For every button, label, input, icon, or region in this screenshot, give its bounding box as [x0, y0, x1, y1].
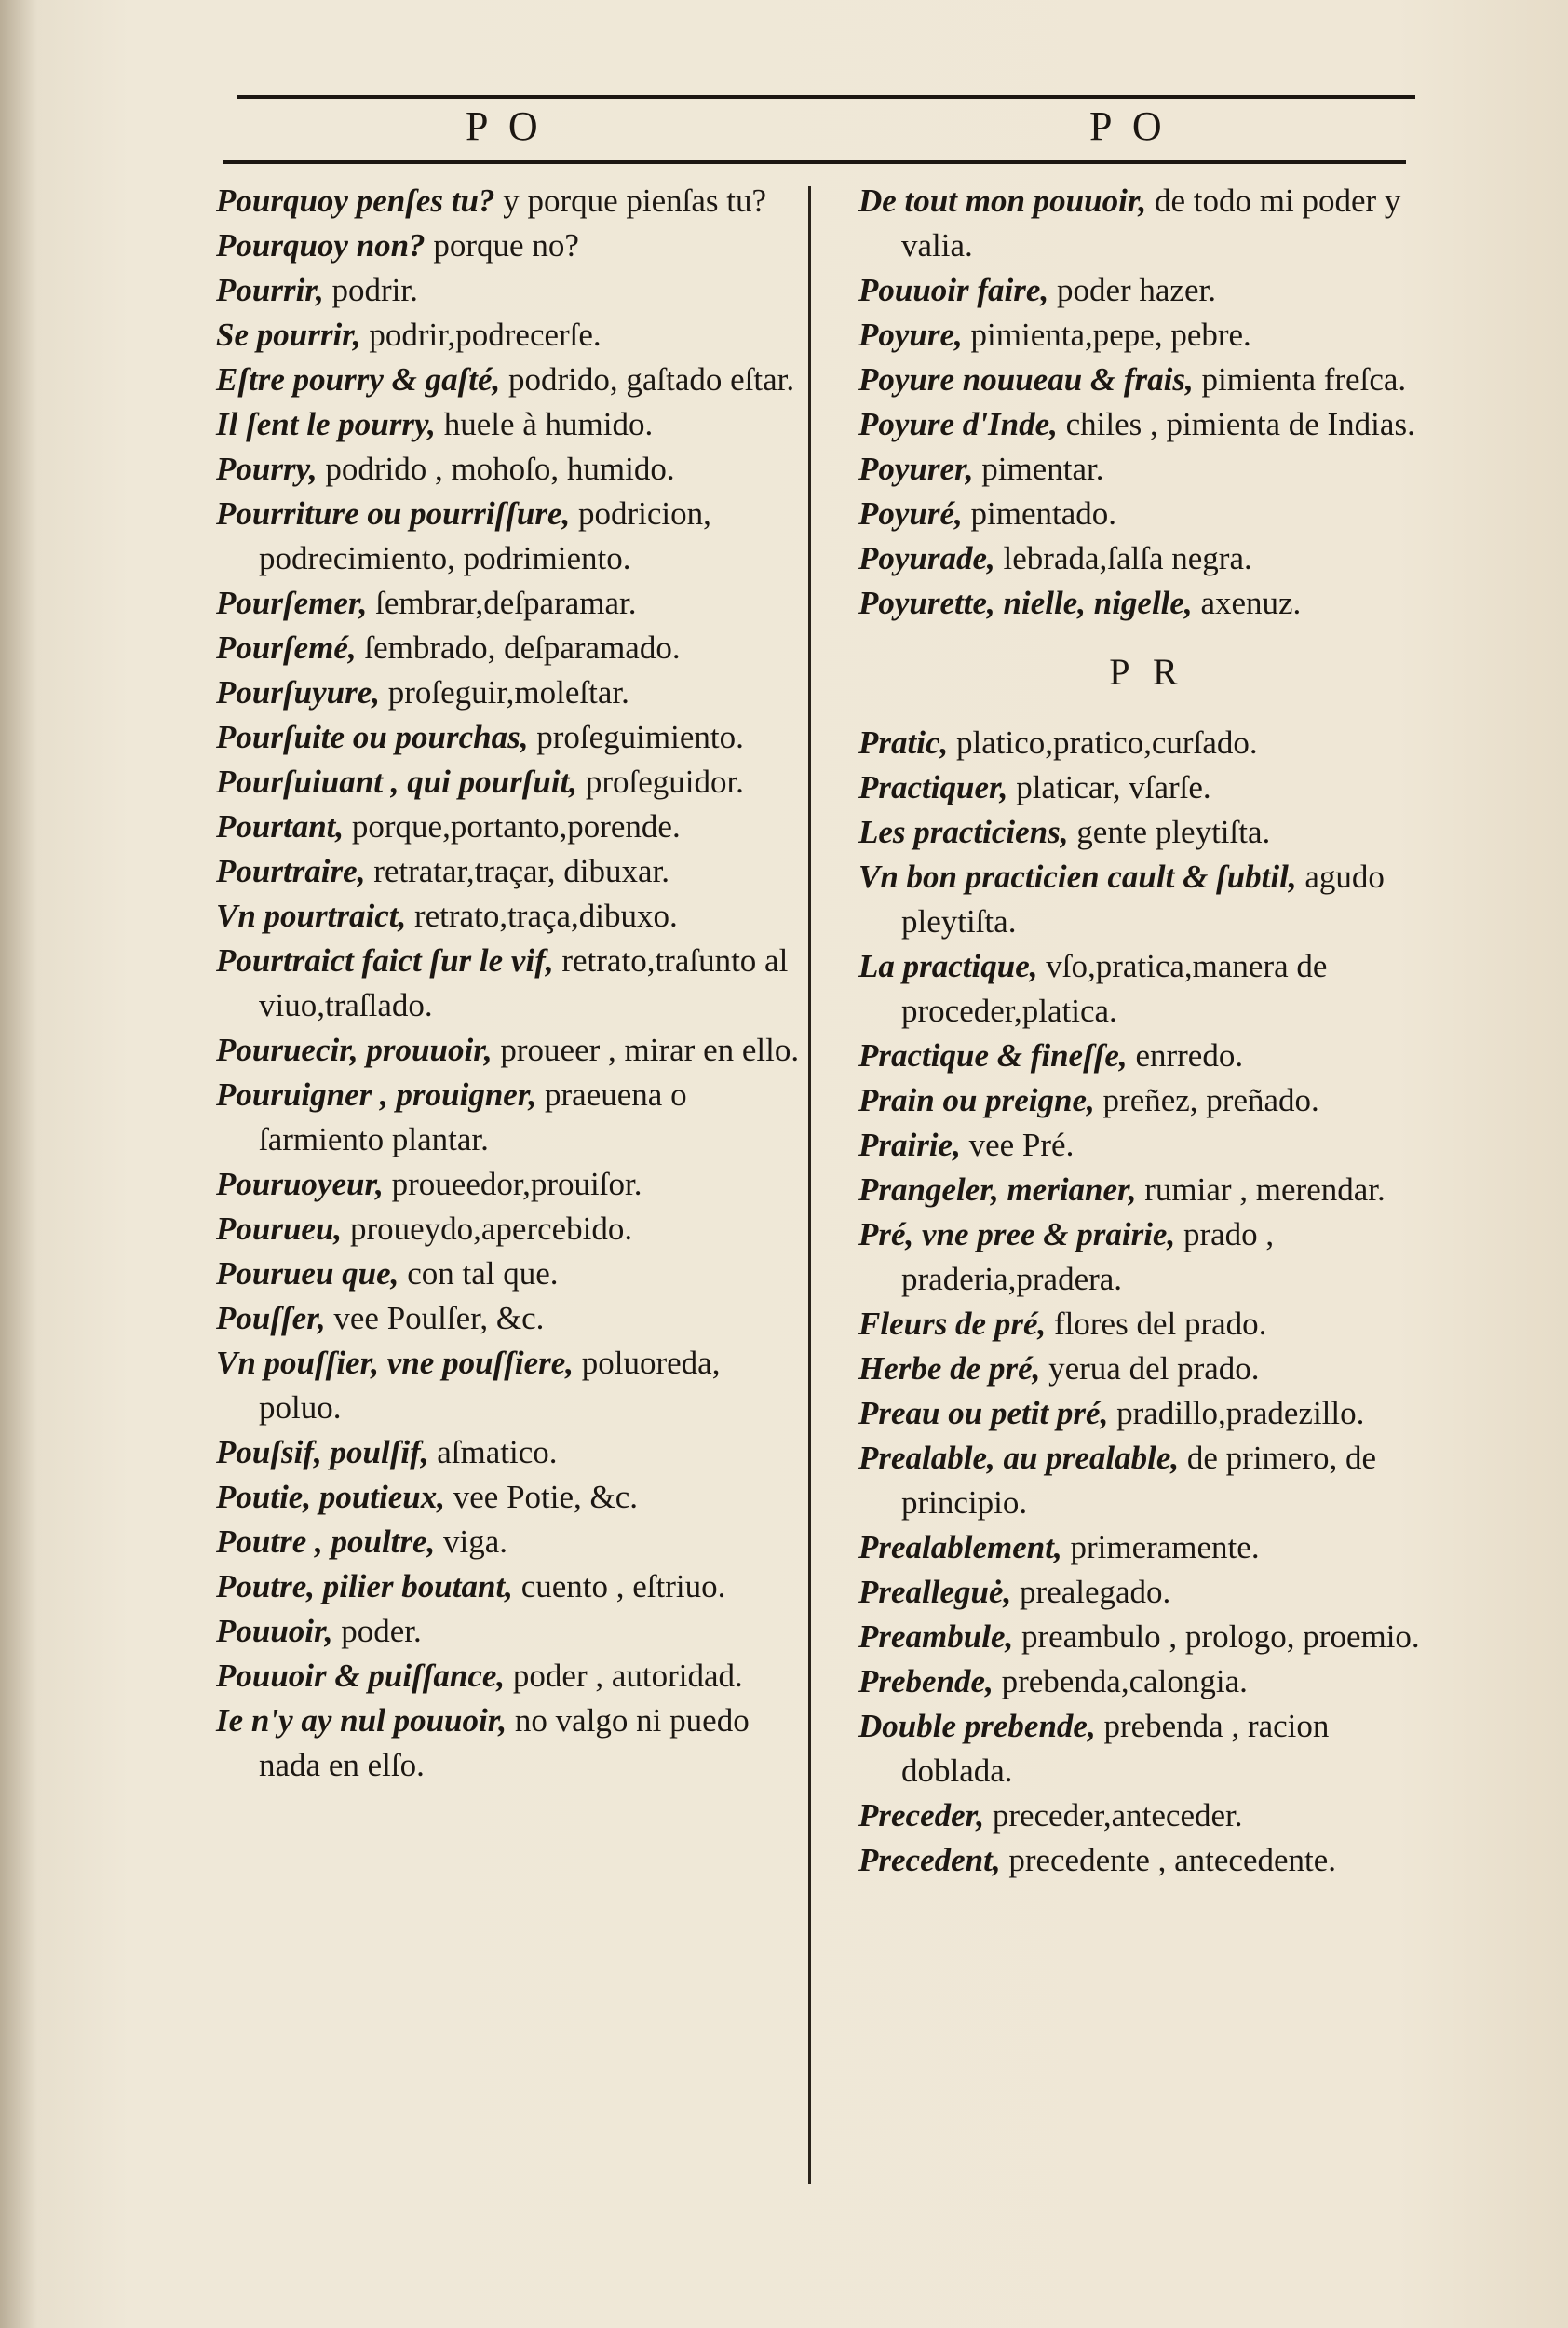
entry-headword: Prain ou preigne, — [858, 1082, 1095, 1118]
dictionary-entry — [216, 581, 803, 626]
entry-definition: ſembrar,deſparamar. — [367, 585, 637, 621]
entry-headword: Poyuré, — [858, 495, 963, 532]
entry-headword: Pouſſer, — [216, 1300, 326, 1336]
entry-definition: porque no? — [425, 227, 579, 264]
dictionary-entry — [216, 179, 803, 223]
entry-definition: aſmatico. — [428, 1434, 558, 1470]
entry-headword: Pourſuite ou pourchas, — [216, 719, 529, 755]
entry-definition: lebrada,ſalſa negra. — [994, 540, 1252, 576]
dictionary-entry — [216, 1520, 803, 1564]
entry-headword: Pré, vne pree & prairie, — [858, 1216, 1176, 1252]
entry-headword: Prealable, au prealable, — [858, 1440, 1180, 1476]
entry-headword: Pourriture ou pourriſſure, — [216, 495, 571, 532]
entry-definition: proſeguir,moleſtar. — [380, 674, 629, 711]
entry-headword: Il ſent le pourry, — [216, 406, 436, 442]
dictionary-entry — [216, 1564, 803, 1609]
dictionary-entry — [858, 721, 1436, 765]
entry-headword: Eſtre pourry & gaſté, — [216, 361, 501, 398]
dictionary-entry — [858, 1034, 1436, 1078]
entry-headword: Prealablement, — [858, 1529, 1062, 1565]
entry-definition: podrir,podrecerſe. — [360, 317, 602, 353]
dictionary-entry — [216, 849, 803, 894]
entry-definition: retrato,traſunto al viuo,traſlado. — [259, 942, 789, 1023]
entry-headword: Prairie, — [858, 1127, 961, 1163]
entry-headword: Ie n'y ay nul pouuoir, — [216, 1702, 507, 1739]
dictionary-entry — [858, 179, 1436, 268]
dictionary-entry — [216, 715, 803, 760]
entry-headword: Pouruecir, prouuoir, — [216, 1032, 493, 1068]
dictionary-entry — [858, 765, 1436, 810]
dictionary-entry — [216, 670, 803, 715]
entry-definition: proſeguidor. — [577, 764, 744, 800]
entry-headword: Pourueu que, — [216, 1255, 399, 1292]
entry-definition: podrido , mohoſo, humido. — [317, 451, 675, 487]
entry-definition: huele à humido. — [435, 406, 654, 442]
dictionary-entry — [216, 805, 803, 849]
entry-headword: Pouruigner , prouigner, — [216, 1076, 537, 1113]
dictionary-entry — [216, 1609, 803, 1654]
entry-headword: Pouuoir & puiſſance, — [216, 1658, 506, 1694]
dictionary-entry — [858, 855, 1436, 944]
dictionary-entry — [216, 1073, 803, 1162]
entry-headword: Pourtraire, — [216, 853, 366, 889]
dictionary-entry — [858, 1078, 1436, 1123]
dictionary-entry — [858, 1838, 1436, 1883]
entry-definition: prebenda , racion doblada. — [901, 1708, 1330, 1789]
entry-definition: proueer , mirar en ello. — [492, 1032, 800, 1068]
dictionary-entry — [858, 1659, 1436, 1704]
entry-definition: con tal que. — [399, 1255, 559, 1292]
entry-definition: poder. — [332, 1613, 422, 1649]
entry-headword: Preau ou petit pré, — [858, 1395, 1109, 1431]
entry-headword: Pratic, — [858, 724, 949, 761]
entry-definition: proueedor,prouiſor. — [383, 1166, 642, 1202]
entry-headword: Double prebende, — [858, 1708, 1096, 1744]
running-head-left: P O — [466, 103, 544, 149]
entry-headword: Pourtant, — [216, 808, 345, 845]
entry-headword: Fleurs de pré, — [858, 1306, 1047, 1342]
entry-headword: Pouruoyeur, — [216, 1166, 384, 1202]
entry-definition: podrir. — [323, 272, 418, 308]
dictionary-entry — [858, 1123, 1436, 1168]
dictionary-entry — [858, 581, 1436, 626]
entry-headword: Vn bon practicien cault & ſubtil, — [858, 859, 1297, 895]
entry-headword: Se pourrir, — [216, 317, 361, 353]
entry-headword: Vn pouſſier, vne pouſſiere, — [216, 1345, 574, 1381]
dictionary-entry — [858, 1347, 1436, 1391]
dictionary-entry — [858, 944, 1436, 1034]
entry-definition: porque,portanto,porende. — [344, 808, 681, 845]
dictionary-entry — [858, 268, 1436, 313]
entry-definition: prealegado. — [1011, 1574, 1171, 1610]
entry-definition: chiles , pimienta de Indias. — [1057, 406, 1415, 442]
entry-definition: gente pleytiſta. — [1068, 814, 1271, 850]
header-rule-top — [237, 95, 1415, 99]
entry-headword: Poutie, poutieux, — [216, 1479, 445, 1515]
entry-headword: Pourtraict faict ſur le vif, — [216, 942, 554, 979]
column-divider — [808, 186, 811, 2184]
dictionary-entry — [858, 1302, 1436, 1347]
dictionary-entry — [858, 1793, 1436, 1838]
entry-definition: pimentado. — [962, 495, 1117, 532]
dictionary-entry — [216, 1699, 803, 1788]
entry-headword: Pourſemer, — [216, 585, 368, 621]
entry-headword: Precedent, — [858, 1842, 1001, 1878]
entry-definition: vee Poulſer, &c. — [325, 1300, 545, 1336]
entry-headword: Pourſuyure, — [216, 674, 380, 711]
entry-definition: de todo mi poder y valia. — [901, 183, 1401, 264]
dictionary-entry — [216, 1162, 803, 1207]
entry-definition: preambulo , prologo, proemio. — [1013, 1618, 1420, 1655]
entry-headword: Pourquoy penſes tu? — [216, 183, 495, 219]
dictionary-entry — [216, 939, 803, 1028]
dictionary-entry — [216, 402, 803, 447]
entry-headword: Pourueu, — [216, 1211, 343, 1247]
entry-definition: pimentar. — [973, 451, 1104, 487]
dictionary-entry — [216, 358, 803, 402]
header-rule-bottom — [223, 160, 1406, 164]
entry-definition: poder , autoridad. — [505, 1658, 743, 1694]
entry-definition: vee Pré. — [960, 1127, 1075, 1163]
entry-definition: preñez, preñado. — [1094, 1082, 1319, 1118]
entry-definition: preceder,anteceder. — [984, 1797, 1243, 1834]
right-column-top-entries — [858, 179, 1436, 626]
entry-headword: Poyurette, nielle, nigelle, — [858, 585, 1193, 621]
dictionary-entry — [216, 447, 803, 492]
entry-definition: prebenda,calongia. — [993, 1663, 1248, 1699]
entry-definition: cuento , eſtriuo. — [512, 1568, 726, 1604]
entry-headword: Vn pourtraict, — [216, 898, 407, 934]
entry-headword: Preambule, — [858, 1618, 1014, 1655]
entry-headword: Poyure d'Inde, — [858, 406, 1058, 442]
entry-headword: Poyure nouueau & frais, — [858, 361, 1194, 398]
entry-definition: vſo,pratica,manera de proceder,platica. — [901, 948, 1328, 1029]
dictionary-entry — [858, 1615, 1436, 1659]
left-column — [216, 179, 803, 1788]
right-column — [858, 179, 1436, 1883]
entry-definition: y porque pienſas tu? — [494, 183, 767, 219]
dictionary-entry — [858, 536, 1436, 581]
entry-headword: Pouuoir faire, — [858, 272, 1049, 308]
dictionary-entry — [216, 492, 803, 581]
entry-headword: Practiquer, — [858, 769, 1008, 805]
entry-headword: Pourſemé, — [216, 629, 357, 666]
dictionary-entry — [216, 626, 803, 670]
entry-definition: praeuena o ſarmiento plantar. — [259, 1076, 687, 1157]
dictionary-entry — [216, 1207, 803, 1252]
dictionary-entry — [858, 313, 1436, 358]
entry-definition: poluoreda, poluo. — [259, 1345, 721, 1426]
dictionary-entry — [216, 1028, 803, 1073]
entry-definition: proſeguimiento. — [528, 719, 744, 755]
entry-definition: pimienta,pepe, pebre. — [962, 317, 1251, 353]
entry-definition: proueydo,apercebido. — [342, 1211, 633, 1247]
entry-definition: retrato,traça,dibuxo. — [406, 898, 678, 934]
entry-definition: de primero, de principio. — [901, 1440, 1376, 1521]
dictionary-entry — [858, 1436, 1436, 1525]
dictionary-entry — [858, 492, 1436, 536]
entry-definition: ſembrado, deſparamado. — [356, 629, 681, 666]
entry-definition: flores del prado. — [1046, 1306, 1267, 1342]
entry-definition: vee Potie, &c. — [445, 1479, 639, 1515]
entry-headword: Les practiciens, — [858, 814, 1069, 850]
dictionary-entry — [858, 447, 1436, 492]
entry-definition: podricion, podrecimiento, podrimiento. — [259, 495, 711, 576]
dictionary-entry — [858, 1525, 1436, 1570]
entry-definition: poder hazer. — [1048, 272, 1216, 308]
entry-definition: precedente , antecedente. — [1000, 1842, 1337, 1878]
entry-headword: Prebende, — [858, 1663, 994, 1699]
entry-definition: platicar, vſarſe. — [1007, 769, 1211, 805]
entry-definition: axenuz. — [1192, 585, 1302, 621]
dictionary-entry — [858, 358, 1436, 402]
dictionary-entry — [858, 1570, 1436, 1615]
entry-headword: Poutre, pilier boutant, — [216, 1568, 513, 1604]
dictionary-entry — [216, 1654, 803, 1699]
entry-definition: prado , praderia,pradera. — [901, 1216, 1275, 1297]
dictionary-entry — [216, 760, 803, 805]
dictionary-entry — [216, 223, 803, 268]
entry-headword: Prealleguė, — [858, 1574, 1012, 1610]
entry-definition: retratar,traçar, dibuxar. — [365, 853, 670, 889]
entry-headword: Pourry, — [216, 451, 318, 487]
dictionary-entry — [216, 894, 803, 939]
dictionary-entry — [858, 1212, 1436, 1302]
section-heading: P R — [1109, 651, 1185, 693]
entry-headword: Herbe de pré, — [858, 1350, 1041, 1387]
dictionary-entry — [216, 1341, 803, 1430]
entry-headword: Poyurade, — [858, 540, 995, 576]
dictionary-entry — [216, 1475, 803, 1520]
entry-headword: La practique, — [858, 948, 1038, 984]
entry-headword: Practique & fineſſe, — [858, 1037, 1128, 1074]
entry-definition: yerua del prado. — [1040, 1350, 1260, 1387]
entry-definition: platico,pratico,curſado. — [948, 724, 1258, 761]
right-column-bottom-entries — [858, 721, 1436, 1883]
dictionary-entry — [858, 402, 1436, 447]
entry-headword: Pourſuiuant , qui pourſuit, — [216, 764, 578, 800]
entry-headword: Pourrir, — [216, 272, 324, 308]
entry-definition: primeramente. — [1061, 1529, 1260, 1565]
entry-definition: enrredo. — [1127, 1037, 1244, 1074]
dictionary-entry — [858, 1391, 1436, 1436]
entry-headword: Pourquoy non? — [216, 227, 426, 264]
entry-headword: Poyure, — [858, 317, 963, 353]
dictionary-entry — [858, 1168, 1436, 1212]
entry-definition: podrido, gaſtado eſtar. — [500, 361, 795, 398]
entry-definition: no valgo ni puedo nada en elſo. — [259, 1702, 750, 1783]
entry-headword: Prangeler, merianer, — [858, 1171, 1137, 1208]
dictionary-entry — [216, 268, 803, 313]
entry-definition: agudo pleytiſta. — [901, 859, 1385, 940]
entry-headword: Poyurer, — [858, 451, 974, 487]
running-head-right: P O — [1089, 103, 1168, 149]
entry-definition: pradillo,pradezillo. — [1108, 1395, 1365, 1431]
dictionary-entry — [216, 1430, 803, 1475]
entry-headword: Pouſsif, poulſif, — [216, 1434, 429, 1470]
dictionary-entry — [858, 1704, 1436, 1793]
entry-headword: De tout mon pouuoir, — [858, 183, 1147, 219]
entry-headword: Preceder, — [858, 1797, 985, 1834]
entry-headword: Poutre , poultre, — [216, 1523, 436, 1560]
entry-definition: pimienta freſca. — [1193, 361, 1407, 398]
entry-definition: rumiar , merendar. — [1136, 1171, 1386, 1208]
entry-definition: viga. — [435, 1523, 508, 1560]
dictionary-entry — [858, 810, 1436, 855]
entry-headword: Pouuoir, — [216, 1613, 333, 1649]
dictionary-entry — [216, 1252, 803, 1296]
dictionary-entry — [216, 1296, 803, 1341]
dictionary-entry — [216, 313, 803, 358]
